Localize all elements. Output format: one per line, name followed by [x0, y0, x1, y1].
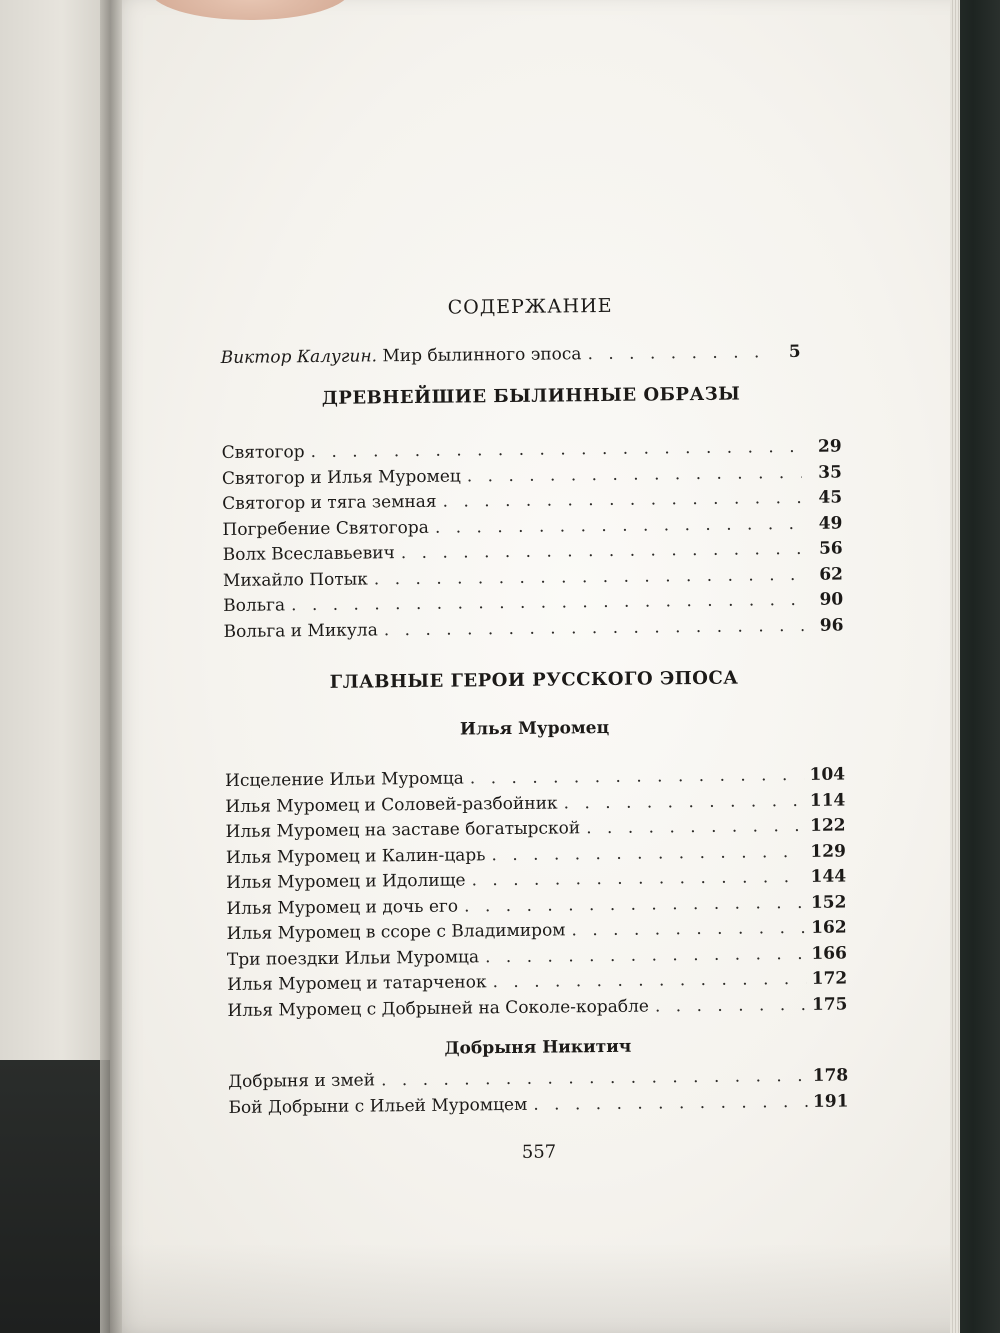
dot-leader [471, 865, 804, 894]
dot-leader [655, 992, 806, 1019]
intro-title: Мир былинного эпоса [382, 344, 582, 367]
intro-author: Виктор Калугин. [220, 346, 378, 368]
dot-leader [563, 788, 804, 816]
dot-leader [442, 486, 802, 515]
entry-title: Михайло Потык [222, 568, 368, 591]
entry-title: Вольга [223, 595, 286, 616]
entry-title: Илья Муромец и татарченок [227, 972, 487, 995]
entry-page: 45 [818, 487, 843, 508]
section-title-heroes: ГЛАВНЫЕ ГЕРОИ РУССКОГО ЭПОСА [329, 667, 739, 693]
dot-leader [491, 839, 804, 868]
dot-leader [470, 763, 804, 792]
ancient-entries [222, 434, 844, 644]
entry-title: Илья Муромец в ссоре с Владимиром [226, 920, 566, 944]
dot-leader [435, 511, 803, 540]
entry-page: 104 [809, 764, 846, 785]
dot-leader [533, 1089, 807, 1117]
entry-title: Святогор и тяга земная [222, 491, 437, 514]
entry-title: Три поездки Ильи Муромца [226, 946, 480, 970]
entry-page: 122 [809, 815, 846, 836]
intro-page-number: 5 [788, 341, 801, 363]
entry-title: Святогор [221, 442, 305, 463]
dot-leader [467, 460, 802, 489]
entry-page: 172 [811, 968, 848, 989]
entry-title: Погребение Святогора [222, 517, 429, 540]
entry-title: Илья Муромец и Соловей-разбойник [225, 792, 558, 817]
entry-page: 129 [810, 840, 846, 862]
entry-page: 175 [811, 993, 848, 1015]
entry-title: Вольга и Микула [223, 619, 378, 642]
entry-title: Илья Муромец и дочь его [226, 896, 459, 919]
entry-page: 96 [819, 614, 844, 636]
dot-leader [586, 814, 804, 842]
entry-page: 152 [810, 891, 847, 913]
book-gutter [100, 0, 122, 1333]
dot-leader [587, 337, 760, 369]
dot-leader [464, 890, 805, 919]
entry-page: 162 [811, 917, 847, 938]
entry-page: 178 [812, 1065, 849, 1086]
entry-page: 62 [819, 563, 844, 585]
entry-title: Волх Всеславьевич [222, 543, 395, 565]
page-shadow [110, 1243, 950, 1333]
subsection-title-dobrynya: Добрыня Никитич [444, 1036, 632, 1059]
entry-title: Илья Муромец и Идолище [226, 870, 466, 893]
entry-title: Святогор и Илья Муромец [221, 465, 461, 489]
entry-page: 191 [812, 1090, 849, 1112]
subsection-title-ilya: Илья Муромец [459, 717, 610, 740]
ilya-entries [225, 762, 848, 1023]
entry-title: Исцеление Ильи Муромца [224, 768, 464, 791]
intro-entry-title [221, 339, 582, 373]
entry-title: Илья Муромец с Добрыней на Соколе-корабле [227, 996, 650, 1021]
dot-leader [571, 916, 805, 944]
entry-title: Добрыня и змей [228, 1070, 376, 1092]
page-number: 557 [521, 1141, 557, 1163]
dot-leader [492, 967, 805, 996]
entry-page: 49 [818, 512, 843, 534]
entry-title: Бой Добрыни с Ильей Муромцем [228, 1094, 528, 1118]
entry-page: 166 [811, 942, 848, 964]
entry-page: 56 [818, 538, 843, 559]
entry-title: Илья Муромец на заставе богатырской [225, 818, 581, 842]
dobrynya-entries [228, 1063, 849, 1120]
entry-page: 90 [819, 589, 844, 610]
section-title-ancient: ДРЕВНЕЙШИЕ БЫЛИННЫЕ ОБРАЗЫ [321, 383, 741, 409]
toc-title: СОДЕРЖАНИЕ [447, 294, 613, 319]
entry-page: 29 [817, 436, 842, 457]
entry-page: 114 [809, 789, 846, 811]
dot-leader [384, 613, 804, 643]
entry-title: Илья Муромец и Калин-царь [225, 844, 486, 868]
entry-page: 144 [810, 866, 847, 887]
dot-leader [485, 941, 806, 970]
table-of-contents [220, 289, 849, 1171]
entry-page: 35 [818, 461, 842, 483]
